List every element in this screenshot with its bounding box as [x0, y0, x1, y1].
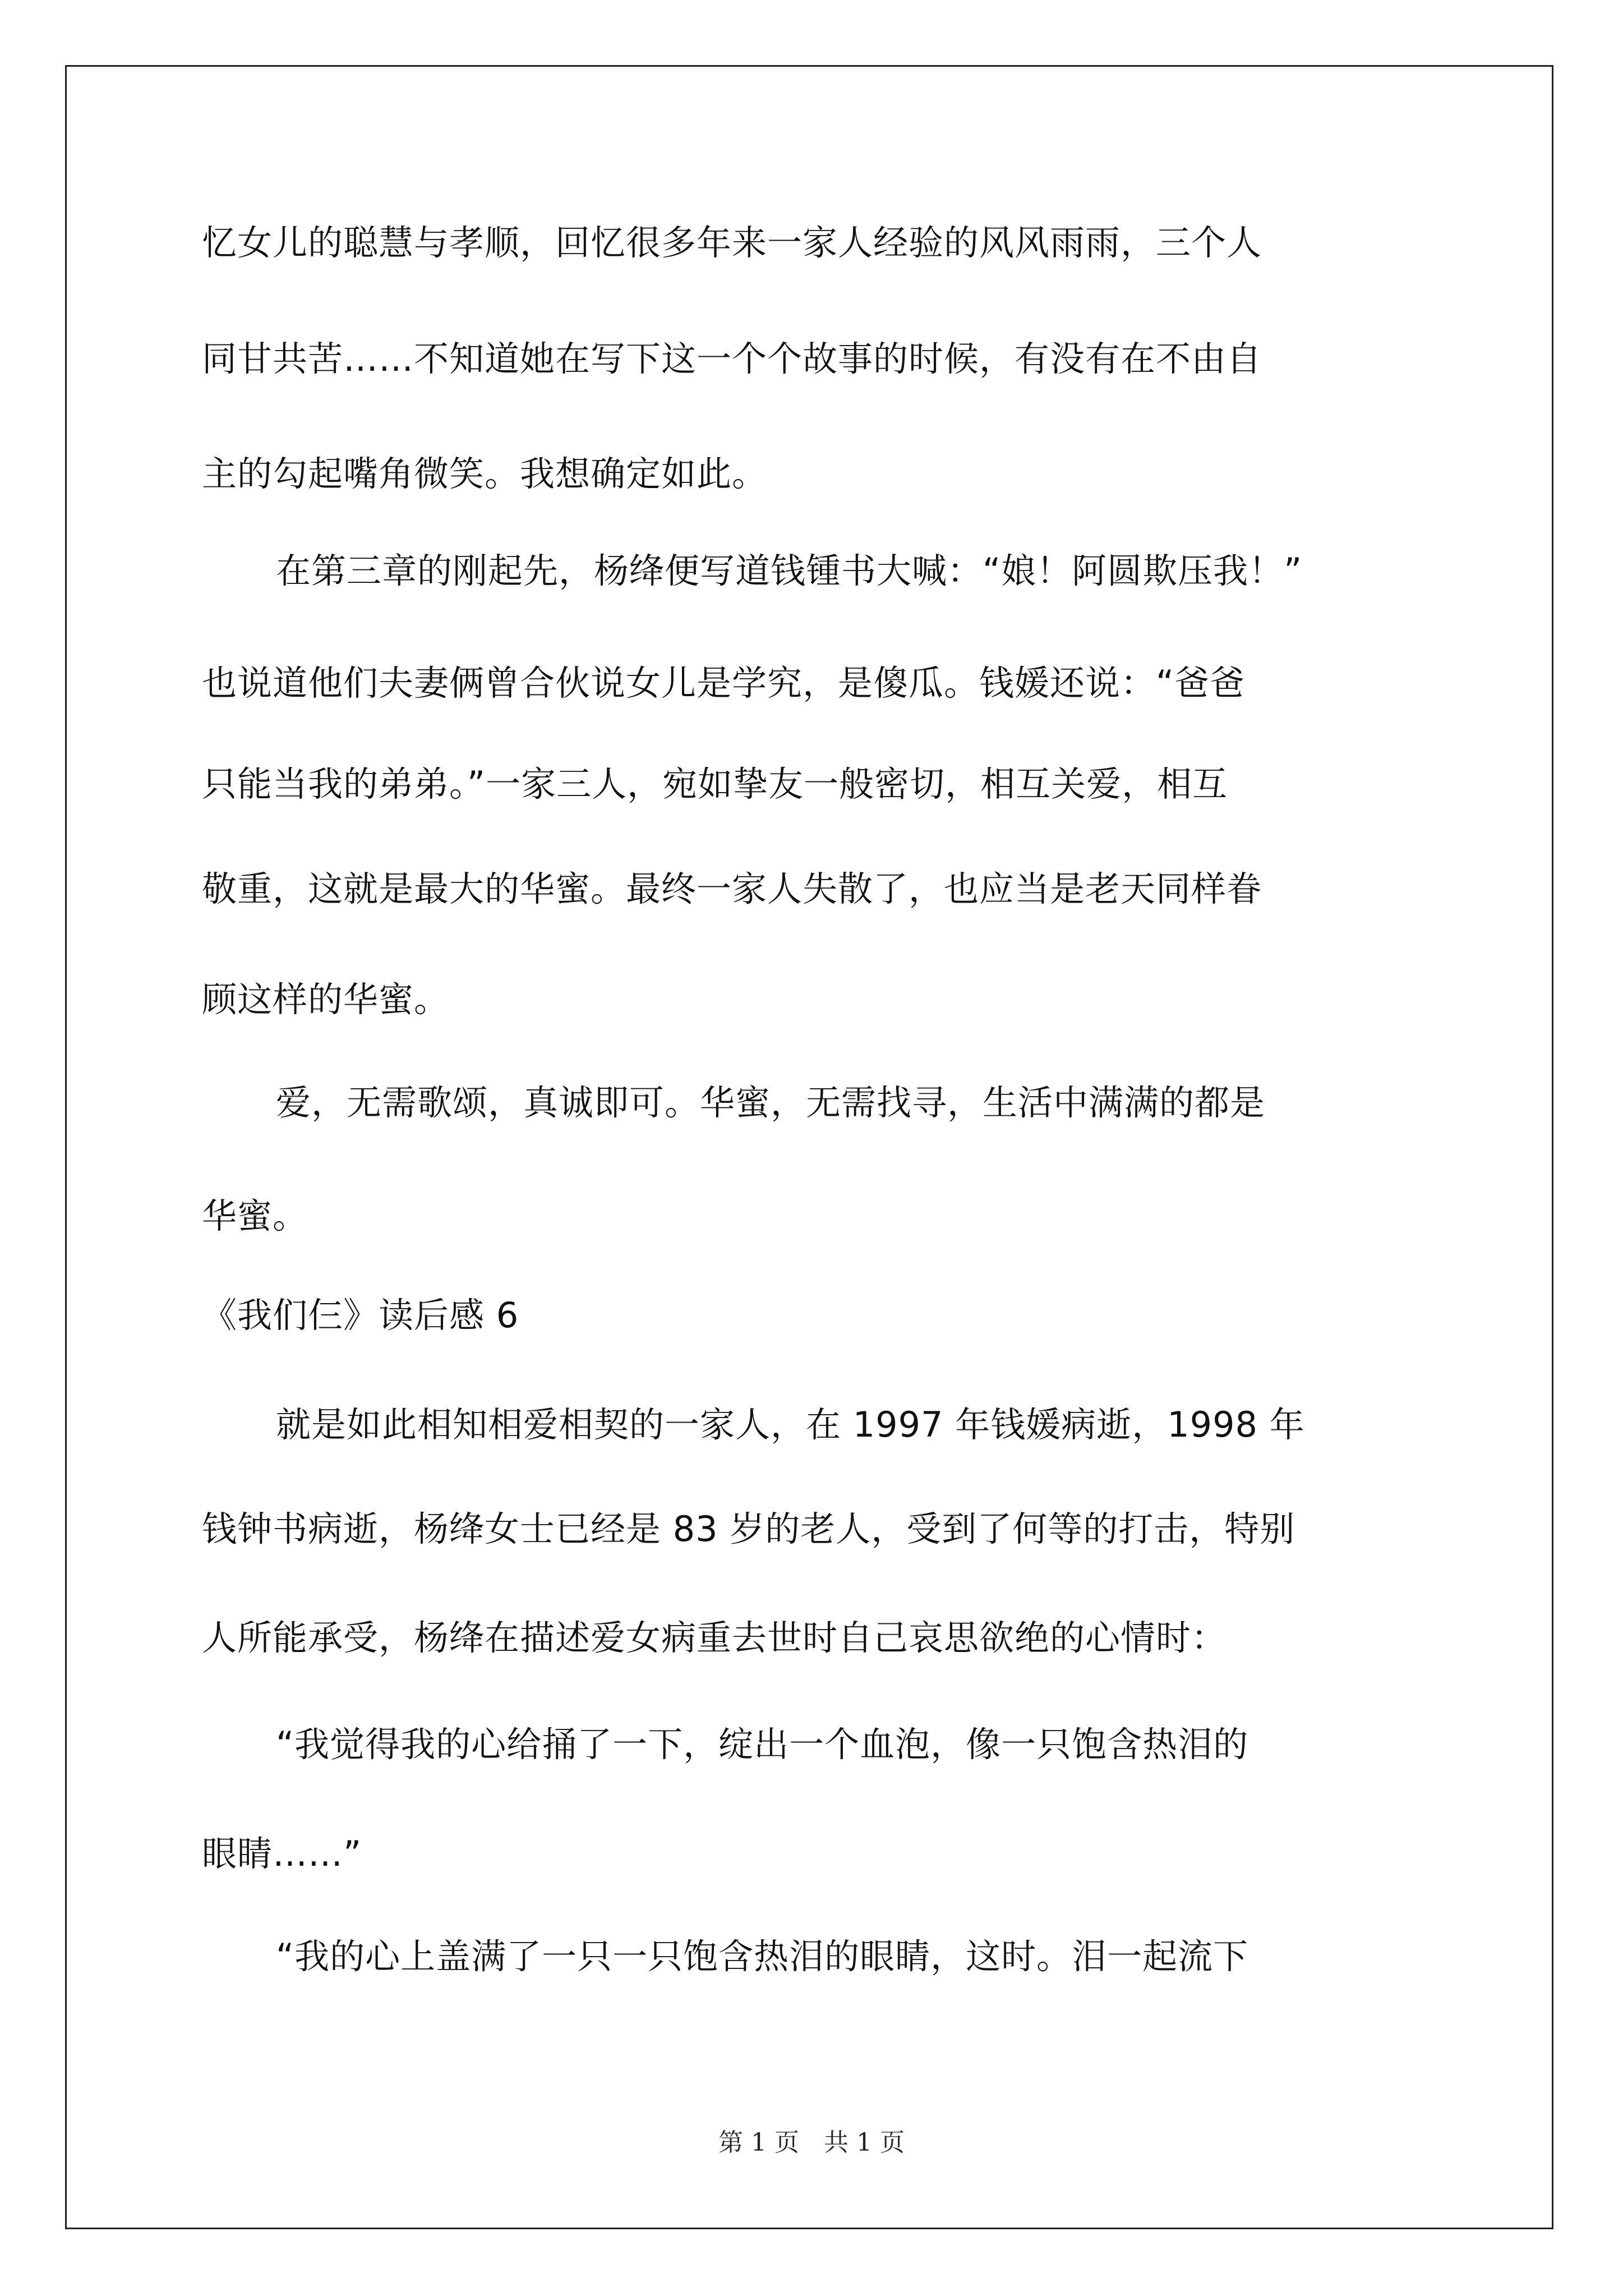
text-line: “我的心上盖满了一只一只饱含热泪的眼睛，这时。泪一起流下 [276, 1936, 1249, 1977]
text-line: 同甘共苦……不知道她在写下这一个个故事的时候，有没有在不由自 [202, 338, 1262, 379]
text-line: 就是如此相知相爱相契的一家人，在 1997 年钱媛病逝，1998 年 [276, 1404, 1305, 1445]
page-border [65, 65, 1553, 2229]
text-line: 忆女儿的聪慧与孝顺，回忆很多年来一家人经验的风风雨雨，三个人 [202, 222, 1262, 263]
text-line: 华蜜。 [202, 1195, 308, 1236]
text-line: 钱钟书病逝，杨绛女士已经是 83 岁的老人，受到了何等的打击，特别 [202, 1508, 1295, 1549]
text-line: 敬重，这就是最大的华蜜。最终一家人失散了，也应当是老天同样眷 [202, 868, 1262, 909]
section-heading: 《我们仨》读后感 6 [202, 1295, 519, 1336]
text-line: 爱，无需歌颂，真诚即可。华蜜，无需找寻，生活中满满的都是 [276, 1082, 1266, 1123]
text-line: 眼睛……” [202, 1833, 362, 1874]
page-number: 第 1 页 共 1 页 [718, 2128, 905, 2157]
text-line: 在第三章的刚起先，杨绛便写道钱锺书大喊：“娘！阿圆欺压我！” [276, 550, 1303, 591]
text-line: 只能当我的弟弟。”一家三人，宛如挚友一般密切，相互关爱，相互 [202, 763, 1228, 804]
text-line: 人所能承受，杨绛在描述爱女病重去世时自己哀思欲绝的心情时： [202, 1617, 1227, 1658]
text-line: 也说道他们夫妻俩曾合伙说女儿是学究，是傻瓜。钱媛还说：“爸爸 [202, 662, 1246, 703]
text-line: 顾这样的华蜜。 [202, 979, 450, 1020]
text-line: “我觉得我的心给捅了一下，绽出一个血泡，像一只饱含热泪的 [276, 1724, 1249, 1765]
text-line: 主的勾起嘴角微笑。我想确定如此。 [202, 453, 768, 494]
